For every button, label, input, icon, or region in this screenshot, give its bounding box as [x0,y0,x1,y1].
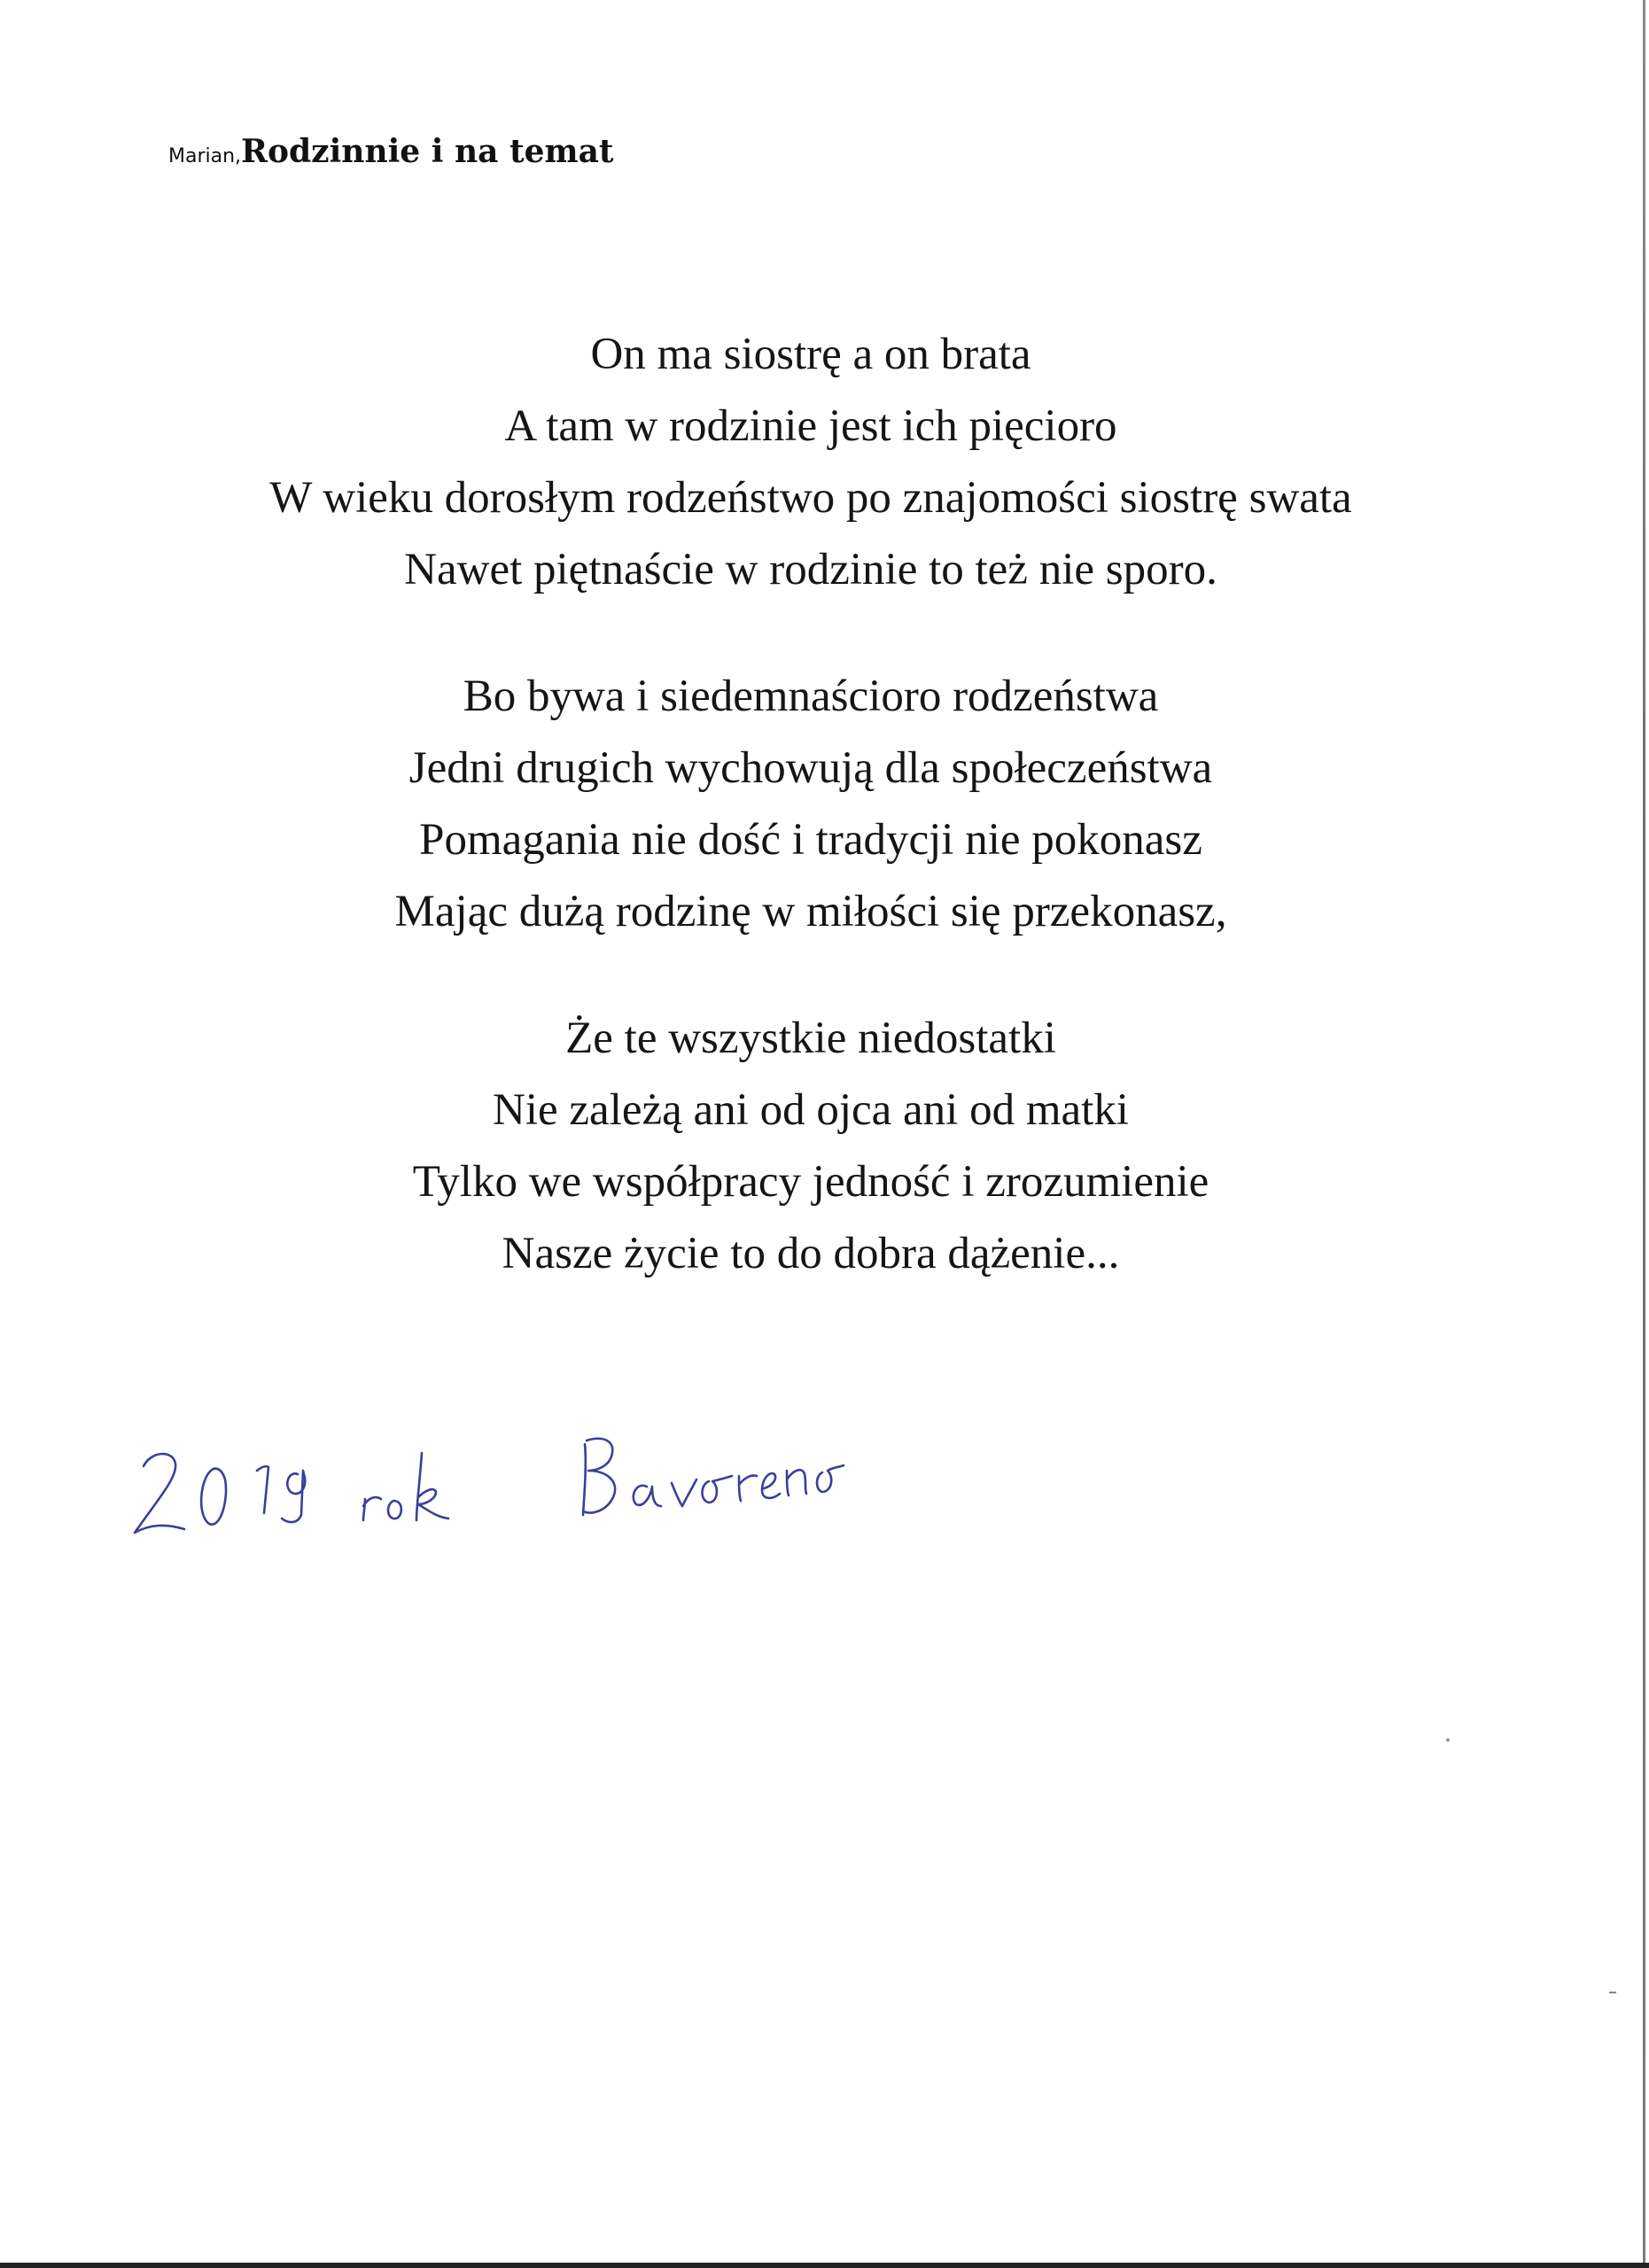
poem-line: Że te wszystkie niedostatki [565,1014,1056,1063]
handwritten-date [135,1454,184,1533]
stanza-1 [0,319,1622,606]
handwritten-note [124,1382,922,1559]
poem-line: Jedni drugich wychowują dla społeczeństwa [408,743,1213,793]
page-header [168,133,614,170]
handwritten-signature [634,1486,661,1506]
stanza-3 [0,1003,1622,1290]
handwritten-signature [787,1470,806,1495]
poem-body [0,319,1622,1345]
poem-line: Nasze życie to do dobra dążenie... [502,1229,1120,1278]
scan-speck [1609,1992,1616,1993]
poem-line: A tam w rodzinie jest ich pięcioro [504,401,1117,451]
poem-line: On ma siostrę a on brata [590,330,1031,379]
scan-speck [1446,1738,1450,1742]
poem-title: Rodzinnie i na temat [241,133,614,170]
poem-line: Bo bywa i siedemnaścioro rodzeństwa [463,672,1159,721]
handwritten-date [201,1469,226,1525]
poem-line: Pomagania nie dość i tradycji nie pokonasz [419,815,1202,865]
handwritten-date [416,1453,448,1520]
poem-line: Tylko we współpracy jedność i zrozumienie [412,1157,1210,1207]
handwritten-date [282,1471,305,1522]
poem-line: Mając dużą rodzinę w miłości się przekonasz, [394,887,1227,936]
handwritten-signature [817,1465,844,1492]
author-name: Marian, [168,145,242,167]
scan-edge-right [1643,0,1645,2268]
handwritten-signature [672,1480,696,1506]
handwritten-date [363,1497,381,1520]
poem-line: Nawet piętnaście w rodzinie to też nie sporo. [404,545,1217,594]
handwritten-date [388,1501,401,1518]
scan-edge-bottom [0,2263,1649,2268]
handwritten-signature [583,1439,615,1515]
handwritten-date [257,1466,268,1513]
poem-line: Nie zależą ani od ojca ani od matki [493,1085,1129,1135]
handwriting-drawing [124,1382,922,1559]
handwritten-signature [703,1476,733,1503]
poem-line: W wieku dorosłym rodzeństwo po znajomości siostrę swata [269,473,1352,523]
handwritten-signature [739,1475,757,1501]
stanza-2 [0,661,1622,948]
handwritten-signature [762,1473,780,1498]
